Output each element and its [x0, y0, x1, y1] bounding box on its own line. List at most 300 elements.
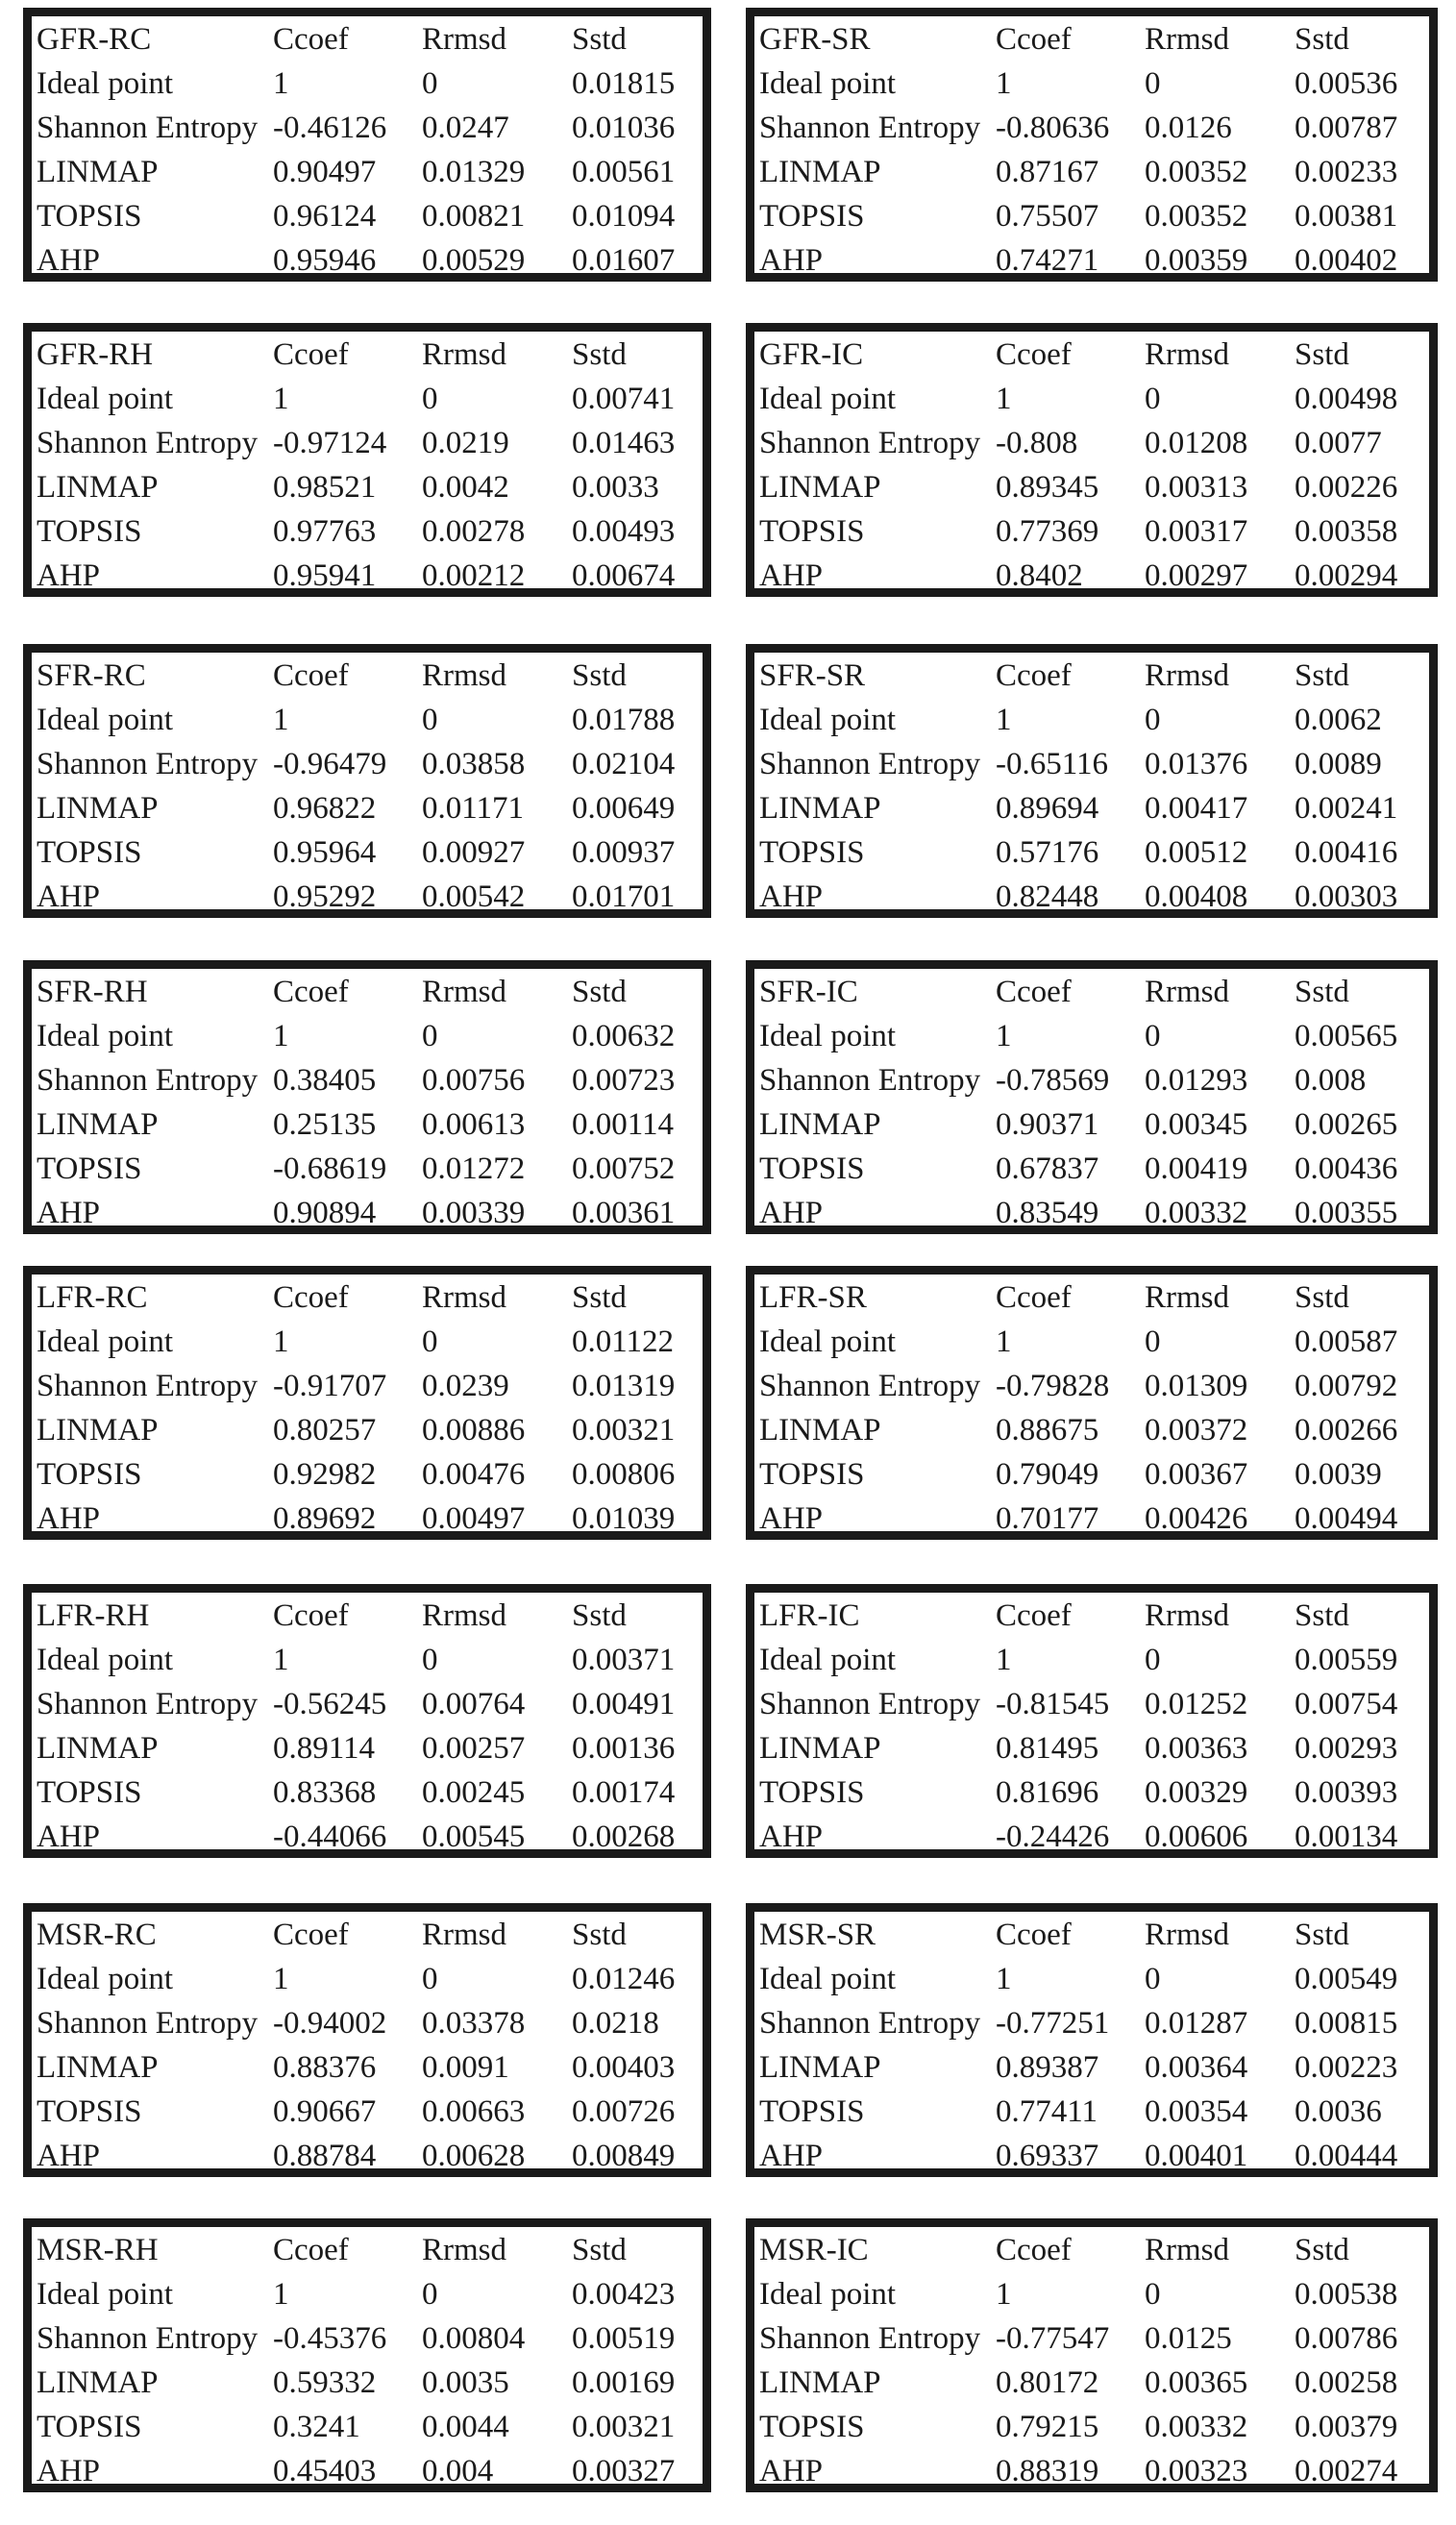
row-label: AHP	[37, 2139, 101, 2173]
table-cell: 0.03378	[422, 2006, 526, 2041]
table-cell: 0.83368	[273, 1775, 377, 1810]
table-cell: 0.00355	[1295, 1196, 1398, 1230]
table-cell: 1	[996, 66, 1012, 101]
table-sfr-sr	[746, 644, 1438, 918]
row-label: AHP	[759, 1819, 824, 1854]
column-header-sstd: Sstd	[1295, 337, 1349, 372]
table-cell: 0.00402	[1295, 243, 1398, 278]
table-cell: 0	[1145, 1019, 1161, 1053]
table-title: MSR-RH	[37, 2233, 159, 2267]
table-row	[32, 1408, 703, 1452]
column-header-rrmsd: Rrmsd	[422, 975, 507, 1009]
table-cell: 0.00849	[572, 2139, 676, 2173]
table-gfr-ic	[746, 323, 1438, 597]
table-row	[32, 465, 703, 509]
row-label: TOPSIS	[37, 2094, 142, 2129]
table-cell: 0	[422, 703, 438, 737]
row-label: TOPSIS	[37, 199, 142, 234]
table-row	[32, 1058, 703, 1102]
column-header-sstd: Sstd	[1295, 2233, 1349, 2267]
table-cell: 0.0089	[1295, 747, 1382, 781]
row-label: Ideal point	[37, 2277, 174, 2312]
row-label: LINMAP	[37, 1731, 159, 1766]
table-cell: 0.01122	[572, 1324, 675, 1359]
row-label: LINMAP	[37, 791, 159, 826]
table-row	[32, 1770, 703, 1815]
table-cell: 1	[996, 382, 1012, 416]
table-cell: -0.77251	[996, 2006, 1110, 2041]
table-cell: 0.90667	[273, 2094, 377, 2129]
row-label: TOPSIS	[759, 1775, 865, 1810]
row-label: TOPSIS	[37, 1457, 142, 1492]
table-row	[754, 1408, 1429, 1452]
table-cell: 0.00806	[572, 1457, 676, 1492]
column-header-sstd: Sstd	[572, 1280, 627, 1315]
table-row	[32, 1815, 703, 1859]
row-label: Ideal point	[37, 66, 174, 101]
table-row	[32, 1452, 703, 1497]
table-row	[754, 2361, 1429, 2405]
table-header-row	[754, 1275, 1429, 1320]
table-cell: -0.808	[996, 426, 1078, 460]
row-label: LINMAP	[759, 1107, 881, 1142]
column-header-ccoef: Ccoef	[996, 975, 1072, 1009]
row-label: Ideal point	[759, 1643, 897, 1677]
row-label: Ideal point	[759, 1962, 897, 1996]
table-cell: 0.00538	[1295, 2277, 1398, 2312]
table-cell: 0.00497	[422, 1501, 526, 1536]
table-cell: 0.82448	[996, 879, 1099, 914]
table-cell: 0.00536	[1295, 66, 1398, 101]
table-cell: 0.87167	[996, 155, 1099, 189]
table-row	[754, 1147, 1429, 1191]
column-header-rrmsd: Rrmsd	[1145, 2233, 1230, 2267]
table-sfr-ic	[746, 960, 1438, 1234]
table-title: GFR-SR	[759, 22, 871, 57]
table-sfr-rh	[23, 960, 711, 1234]
table-cell: 0.00363	[1145, 1731, 1248, 1766]
table-cell: 1	[273, 2277, 289, 2312]
table-gfr-sr	[746, 8, 1438, 282]
table-cell: 0.3241	[273, 2410, 360, 2444]
table-cell: 0	[422, 1962, 438, 1996]
table-cell: 0.00303	[1295, 879, 1398, 914]
table-cell: 0.01293	[1145, 1063, 1248, 1098]
column-header-sstd: Sstd	[572, 337, 627, 372]
row-label: LINMAP	[37, 1107, 159, 1142]
table-row	[754, 1452, 1429, 1497]
row-label: AHP	[37, 558, 101, 593]
column-header-rrmsd: Rrmsd	[422, 1598, 507, 1633]
table-cell: -0.56245	[273, 1687, 387, 1721]
table-cell: 0.00565	[1295, 1019, 1398, 1053]
table-header-row	[32, 333, 703, 377]
table-cell: 0	[422, 66, 438, 101]
table-cell: 0.0033	[572, 470, 659, 505]
table-row	[754, 875, 1429, 919]
table-row	[32, 830, 703, 875]
table-row	[754, 1102, 1429, 1147]
table-cell: 0.00364	[1145, 2050, 1248, 2085]
table-cell: 1	[996, 1962, 1012, 1996]
table-cell: -0.65116	[996, 747, 1109, 781]
table-cell: 0.01246	[572, 1962, 676, 1996]
table-cell: 0.00491	[572, 1687, 676, 1721]
table-cell: 0.01329	[422, 155, 526, 189]
table-cell: 0.008	[1295, 1063, 1367, 1098]
table-cell: 0.0126	[1145, 111, 1232, 145]
table-header-row	[754, 654, 1429, 698]
row-label: Shannon Entropy	[759, 2321, 981, 2356]
row-label: LINMAP	[759, 2365, 881, 2400]
table-lfr-rh	[23, 1584, 711, 1858]
row-label: AHP	[37, 243, 101, 278]
table-cell: 0.89114	[273, 1731, 376, 1766]
column-header-ccoef: Ccoef	[996, 2233, 1072, 2267]
table-row	[32, 2045, 703, 2090]
table-cell: 1	[996, 1643, 1012, 1677]
table-row	[754, 1014, 1429, 1058]
row-label: TOPSIS	[759, 835, 865, 870]
table-cell: -0.78569	[996, 1063, 1110, 1098]
table-cell: 0.01319	[572, 1369, 676, 1403]
table-cell: 0.0039	[1295, 1457, 1382, 1492]
table-row	[754, 1058, 1429, 1102]
table-row	[754, 742, 1429, 786]
table-cell: 0.02104	[572, 747, 676, 781]
table-cell: 0.00493	[572, 514, 676, 549]
table-cell: 0.00498	[1295, 382, 1398, 416]
table-cell: 0.00367	[1145, 1457, 1248, 1492]
table-header-row	[754, 1913, 1429, 1957]
table-cell: 0.01039	[572, 1501, 676, 1536]
table-row	[754, 698, 1429, 742]
table-row	[754, 509, 1429, 554]
table-row	[754, 786, 1429, 830]
row-label: LINMAP	[759, 470, 881, 505]
table-cell: 0.88675	[996, 1413, 1099, 1448]
table-row	[754, 1497, 1429, 1541]
column-header-rrmsd: Rrmsd	[1145, 1918, 1230, 1952]
row-label: LINMAP	[37, 1413, 159, 1448]
table-row	[32, 1726, 703, 1770]
table-row	[754, 1364, 1429, 1408]
table-title: LFR-IC	[759, 1598, 860, 1633]
table-cell: 0.01287	[1145, 2006, 1248, 2041]
row-label: AHP	[37, 1819, 101, 1854]
table-cell: 0.00136	[572, 1731, 676, 1766]
table-lfr-rc	[23, 1266, 711, 1540]
table-cell: 0.90371	[996, 1107, 1099, 1142]
table-cell: 0.00549	[1295, 1962, 1398, 1996]
table-header-row	[754, 1594, 1429, 1638]
table-cell: -0.80636	[996, 111, 1110, 145]
table-cell: 0	[422, 382, 438, 416]
table-row	[32, 2449, 703, 2493]
table-cell: 0.004	[422, 2454, 494, 2488]
table-row	[32, 2272, 703, 2316]
table-row	[754, 2449, 1429, 2493]
table-cell: 0.95292	[273, 879, 377, 914]
table-cell: 0.00417	[1145, 791, 1248, 826]
table-cell: 0.00321	[572, 2410, 676, 2444]
table-cell: 0	[422, 1019, 438, 1053]
table-cell: 0.00358	[1295, 514, 1398, 549]
table-cell: 0.00278	[422, 514, 526, 549]
table-cell: 0.0077	[1295, 426, 1382, 460]
column-header-ccoef: Ccoef	[996, 337, 1072, 372]
row-label: Ideal point	[37, 703, 174, 737]
row-label: AHP	[759, 1196, 824, 1230]
table-row	[32, 1638, 703, 1682]
table-cell: 0.00332	[1145, 2410, 1248, 2444]
table-cell: 0.00241	[1295, 791, 1398, 826]
table-cell: 0.01376	[1145, 747, 1248, 781]
table-cell: -0.91707	[273, 1369, 387, 1403]
table-row	[754, 830, 1429, 875]
table-cell: 0.00741	[572, 382, 676, 416]
column-header-ccoef: Ccoef	[273, 1280, 349, 1315]
row-label: LINMAP	[37, 2365, 159, 2400]
table-title: SFR-IC	[759, 975, 858, 1009]
table-cell: 0.00339	[422, 1196, 526, 1230]
table-cell: 0.0247	[422, 111, 509, 145]
column-header-rrmsd: Rrmsd	[422, 337, 507, 372]
column-header-rrmsd: Rrmsd	[422, 22, 507, 57]
table-cell: 0	[422, 2277, 438, 2312]
table-cell: 0.00408	[1145, 879, 1248, 914]
row-label: AHP	[37, 1196, 101, 1230]
table-cell: 0.01463	[572, 426, 676, 460]
table-cell: 0.01272	[422, 1151, 526, 1186]
table-row	[754, 62, 1429, 106]
table-cell: 0.00419	[1145, 1151, 1248, 1186]
table-row	[32, 421, 703, 465]
table-title: GFR-IC	[759, 337, 864, 372]
table-cell: 0.00815	[1295, 2006, 1398, 2041]
table-cell: 0.00114	[572, 1107, 675, 1142]
table-row	[754, 1770, 1429, 1815]
table-row	[32, 2361, 703, 2405]
table-title: MSR-SR	[759, 1918, 876, 1952]
table-cell: -0.97124	[273, 426, 387, 460]
row-label: TOPSIS	[759, 199, 865, 234]
table-cell: 0.92982	[273, 1457, 377, 1492]
table-cell: 0.88784	[273, 2139, 377, 2173]
table-cell: 0.01094	[572, 199, 676, 234]
table-cell: 0	[1145, 1643, 1161, 1677]
column-header-sstd: Sstd	[1295, 1598, 1349, 1633]
table-cell: 0.8402	[996, 558, 1083, 593]
table-cell: 0.00297	[1145, 558, 1248, 593]
table-row	[32, 194, 703, 238]
table-cell: 0.00529	[422, 243, 526, 278]
column-header-rrmsd: Rrmsd	[422, 1280, 507, 1315]
table-cell: -0.96479	[273, 747, 387, 781]
table-cell: 0.95941	[273, 558, 377, 593]
table-cell: 0.69337	[996, 2139, 1099, 2173]
table-cell: 0.00587	[1295, 1324, 1398, 1359]
table-cell: 0.00542	[422, 879, 526, 914]
table-cell: 0.00268	[572, 1819, 676, 1854]
table-cell: 1	[273, 1962, 289, 1996]
table-cell: 0.00764	[422, 1687, 526, 1721]
table-title: LFR-RC	[37, 1280, 148, 1315]
table-header-row	[32, 1594, 703, 1638]
row-label: Ideal point	[37, 1643, 174, 1677]
table-msr-ic	[746, 2218, 1438, 2492]
row-label: LINMAP	[759, 1731, 881, 1766]
table-cell: 0.00628	[422, 2139, 526, 2173]
table-cell: 0.45403	[273, 2454, 377, 2488]
table-cell: 0.00754	[1295, 1687, 1398, 1721]
table-cell: 0.01036	[572, 111, 676, 145]
table-cell: 0.00519	[572, 2321, 676, 2356]
row-label: Ideal point	[759, 2277, 897, 2312]
table-cell: 0.80172	[996, 2365, 1099, 2400]
table-cell: 0.00265	[1295, 1107, 1398, 1142]
table-cell: 1	[996, 2277, 1012, 2312]
column-header-rrmsd: Rrmsd	[422, 1918, 507, 1952]
row-label: Shannon Entropy	[37, 1687, 259, 1721]
table-cell: 0.0044	[422, 2410, 509, 2444]
table-row	[754, 2405, 1429, 2449]
table-cell: 0.01607	[572, 243, 676, 278]
table-cell: -0.68619	[273, 1151, 387, 1186]
table-cell: 0.95946	[273, 243, 377, 278]
table-cell: 0.00756	[422, 1063, 526, 1098]
row-label: AHP	[37, 2454, 101, 2488]
table-cell: 0.00674	[572, 558, 676, 593]
row-label: Shannon Entropy	[759, 111, 981, 145]
table-row	[754, 1191, 1429, 1235]
table-row	[32, 150, 703, 194]
row-label: Ideal point	[759, 66, 897, 101]
table-cell: 0.00752	[572, 1151, 676, 1186]
row-label: Shannon Entropy	[37, 111, 259, 145]
row-label: Ideal point	[37, 1019, 174, 1053]
table-row	[32, 1682, 703, 1726]
table-cell: 0.81696	[996, 1775, 1099, 1810]
table-cell: 0.83549	[996, 1196, 1099, 1230]
table-row	[754, 1320, 1429, 1364]
table-cell: 0.96124	[273, 199, 377, 234]
table-cell: 0.90894	[273, 1196, 377, 1230]
row-label: Shannon Entropy	[37, 2006, 259, 2041]
table-cell: 0	[1145, 1962, 1161, 1996]
table-cell: 0.0239	[422, 1369, 509, 1403]
row-label: Shannon Entropy	[759, 1687, 981, 1721]
row-label: Ideal point	[37, 1324, 174, 1359]
table-cell: 0.98521	[273, 470, 377, 505]
column-header-rrmsd: Rrmsd	[1145, 337, 1230, 372]
table-title: LFR-RH	[37, 1598, 150, 1633]
row-label: AHP	[759, 2139, 824, 2173]
table-cell: 0.00365	[1145, 2365, 1248, 2400]
table-cell: 0.01815	[572, 66, 676, 101]
table-cell: 1	[273, 1324, 289, 1359]
table-row	[32, 509, 703, 554]
table-row	[754, 2045, 1429, 2090]
table-cell: 0.38405	[273, 1063, 377, 1098]
table-cell: 0	[1145, 703, 1161, 737]
table-cell: 0.95964	[273, 835, 377, 870]
row-label: Shannon Entropy	[759, 426, 981, 460]
column-header-sstd: Sstd	[572, 1918, 627, 1952]
table-title: SFR-RC	[37, 658, 146, 693]
table-cell: 1	[273, 1643, 289, 1677]
row-label: TOPSIS	[759, 2094, 865, 2129]
table-cell: 0.0091	[422, 2050, 509, 2085]
table-row	[32, 1320, 703, 1364]
table-row	[754, 1815, 1429, 1859]
table-row	[754, 2272, 1429, 2316]
table-header-row	[754, 2228, 1429, 2272]
table-cell: 0.00381	[1295, 199, 1398, 234]
table-cell: 0.00327	[572, 2454, 676, 2488]
table-row	[754, 1638, 1429, 1682]
table-row	[32, 2090, 703, 2134]
table-cell: 0.00352	[1145, 155, 1248, 189]
table-cell: 0.01252	[1145, 1687, 1248, 1721]
table-cell: 0.00663	[422, 2094, 526, 2129]
table-cell: 0.00649	[572, 791, 676, 826]
table-header-row	[754, 333, 1429, 377]
table-cell: -0.45376	[273, 2321, 387, 2356]
table-cell: 0.00258	[1295, 2365, 1398, 2400]
row-label: Shannon Entropy	[37, 2321, 259, 2356]
table-cell: 1	[273, 66, 289, 101]
row-label: TOPSIS	[759, 1457, 865, 1492]
table-cell: 0.00212	[422, 558, 526, 593]
table-row	[754, 1682, 1429, 1726]
row-label: AHP	[37, 1501, 101, 1536]
table-cell: -0.24426	[996, 1819, 1110, 1854]
column-header-sstd: Sstd	[572, 975, 627, 1009]
row-label: TOPSIS	[37, 835, 142, 870]
table-title: SFR-SR	[759, 658, 866, 693]
row-label: LINMAP	[759, 791, 881, 826]
table-cell: -0.77547	[996, 2321, 1110, 2356]
table-row	[754, 2134, 1429, 2178]
column-header-ccoef: Ccoef	[996, 1280, 1072, 1315]
table-cell: 0.01788	[572, 703, 676, 737]
table-header-row	[32, 654, 703, 698]
table-cell: 0	[1145, 2277, 1161, 2312]
table-cell: 0.00274	[1295, 2454, 1398, 2488]
table-cell: 0.00321	[572, 1413, 676, 1448]
table-row	[32, 875, 703, 919]
row-label: TOPSIS	[759, 514, 865, 549]
table-cell: 0.00245	[422, 1775, 526, 1810]
table-cell: 0.01701	[572, 879, 676, 914]
table-gfr-rh	[23, 323, 711, 597]
column-header-rrmsd: Rrmsd	[1145, 1598, 1230, 1633]
table-cell: 0.00512	[1145, 835, 1248, 870]
table-cell: 0.97763	[273, 514, 377, 549]
column-header-sstd: Sstd	[572, 2233, 627, 2267]
table-cell: 0.67837	[996, 1151, 1099, 1186]
table-cell: 0.89692	[273, 1501, 377, 1536]
table-cell: 0.75507	[996, 199, 1099, 234]
table-header-row	[32, 970, 703, 1014]
table-cell: 0.00359	[1145, 243, 1248, 278]
column-header-rrmsd: Rrmsd	[1145, 1280, 1230, 1315]
column-header-rrmsd: Rrmsd	[1145, 22, 1230, 57]
table-cell: 0.00317	[1145, 514, 1248, 549]
table-cell: 0.00792	[1295, 1369, 1398, 1403]
column-header-rrmsd: Rrmsd	[422, 2233, 507, 2267]
